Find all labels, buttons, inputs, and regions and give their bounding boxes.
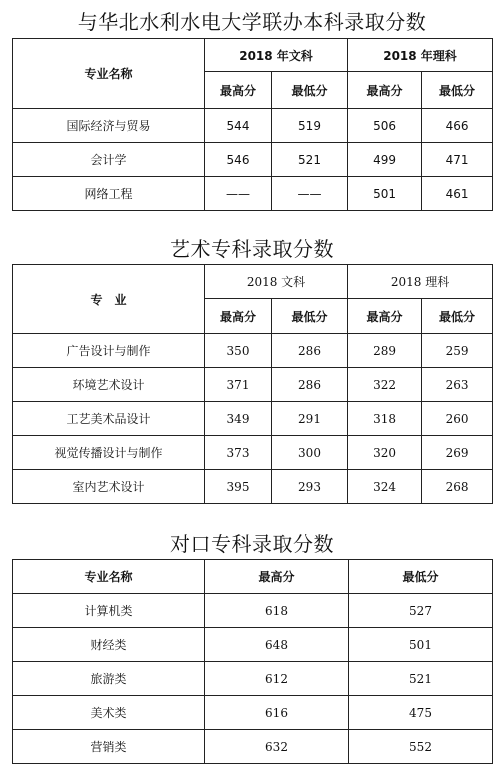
score-cell: 291 <box>272 402 348 436</box>
group-header-arts: 2018 年文科 <box>205 39 348 72</box>
group-header-science: 2018 理科 <box>348 265 493 299</box>
major-name: 室内艺术设计 <box>13 470 205 504</box>
score-cell: 268 <box>422 470 493 504</box>
column-header-major: 专业名称 <box>13 39 205 109</box>
major-name: 网络工程 <box>13 177 205 211</box>
group-header-science: 2018 年理科 <box>348 39 493 72</box>
section-2-table <box>12 264 493 504</box>
major-name: 美术类 <box>13 696 205 730</box>
subheader-max: 最高分 <box>348 72 422 109</box>
score-cell: 466 <box>422 109 493 143</box>
score-cell: 286 <box>272 368 348 402</box>
subheader-max: 最高分 <box>348 299 422 334</box>
score-cell: 521 <box>349 662 493 696</box>
table-row <box>13 594 493 628</box>
score-cell: 318 <box>348 402 422 436</box>
score-cell: 632 <box>205 730 349 764</box>
column-header-major: 专业名称 <box>13 560 205 594</box>
table-row <box>13 696 493 730</box>
subheader-max: 最高分 <box>205 72 272 109</box>
score-cell: 612 <box>205 662 349 696</box>
score-cell: 260 <box>422 402 493 436</box>
score-cell: 501 <box>348 177 422 211</box>
score-cell: 371 <box>205 368 272 402</box>
score-cell: 286 <box>272 334 348 368</box>
section-1-title: 与华北水利水电大学联办本科录取分数 <box>77 10 427 34</box>
table-row <box>13 143 493 177</box>
score-cell: 320 <box>348 436 422 470</box>
score-cell: 373 <box>205 436 272 470</box>
score-cell: 471 <box>422 143 493 177</box>
score-cell: 350 <box>205 334 272 368</box>
subheader-max: 最高分 <box>205 299 272 334</box>
score-cell: 322 <box>348 368 422 402</box>
major-name: 会计学 <box>13 143 205 177</box>
score-cell: 324 <box>348 470 422 504</box>
score-cell: 289 <box>348 334 422 368</box>
score-cell: 648 <box>205 628 349 662</box>
table-row <box>13 628 493 662</box>
score-cell: 300 <box>272 436 348 470</box>
table-row <box>13 436 493 470</box>
major-name: 工艺美术品设计 <box>13 402 205 436</box>
table-row <box>13 470 493 504</box>
score-cell: 527 <box>349 594 493 628</box>
table-row <box>13 402 493 436</box>
score-cell: 269 <box>422 436 493 470</box>
score-cell: 475 <box>349 696 493 730</box>
major-name: 视觉传播设计与制作 <box>13 436 205 470</box>
score-cell: 544 <box>205 109 272 143</box>
score-cell: 501 <box>349 628 493 662</box>
score-cell: 618 <box>205 594 349 628</box>
score-cell: 293 <box>272 470 348 504</box>
column-header-min: 最低分 <box>349 560 493 594</box>
major-name: 环境艺术设计 <box>13 368 205 402</box>
major-name: 广告设计与制作 <box>13 334 205 368</box>
score-cell: 616 <box>205 696 349 730</box>
column-header-major: 专 业 <box>13 265 205 334</box>
table-header-row <box>13 560 493 594</box>
score-cell: 521 <box>272 143 348 177</box>
score-cell: —— <box>205 177 272 211</box>
table-header-row <box>13 265 493 299</box>
section-3-table <box>12 559 493 764</box>
score-cell: 259 <box>422 334 493 368</box>
subheader-min: 最低分 <box>272 299 348 334</box>
table-header-row <box>13 39 493 72</box>
column-header-max: 最高分 <box>205 560 349 594</box>
table-row <box>13 368 493 402</box>
score-cell: 552 <box>349 730 493 764</box>
table-row <box>13 177 493 211</box>
score-cell: 499 <box>348 143 422 177</box>
score-cell: 506 <box>348 109 422 143</box>
major-name: 计算机类 <box>13 594 205 628</box>
score-cell: 395 <box>205 470 272 504</box>
score-cell: —— <box>272 177 348 211</box>
section-3-title: 对口专科录取分数 <box>170 532 334 556</box>
table-row <box>13 334 493 368</box>
section-1-table <box>12 38 493 211</box>
score-cell: 461 <box>422 177 493 211</box>
subheader-min: 最低分 <box>272 72 348 109</box>
score-cell: 519 <box>272 109 348 143</box>
score-cell: 349 <box>205 402 272 436</box>
major-name: 营销类 <box>13 730 205 764</box>
group-header-arts: 2018 文科 <box>205 265 348 299</box>
major-name: 旅游类 <box>13 662 205 696</box>
score-cell: 546 <box>205 143 272 177</box>
section-2-title: 艺术专科录取分数 <box>170 237 334 261</box>
subheader-min: 最低分 <box>422 72 493 109</box>
subheader-min: 最低分 <box>422 299 493 334</box>
table-row <box>13 109 493 143</box>
table-row <box>13 662 493 696</box>
table-row <box>13 730 493 764</box>
major-name: 国际经济与贸易 <box>13 109 205 143</box>
major-name: 财经类 <box>13 628 205 662</box>
score-cell: 263 <box>422 368 493 402</box>
